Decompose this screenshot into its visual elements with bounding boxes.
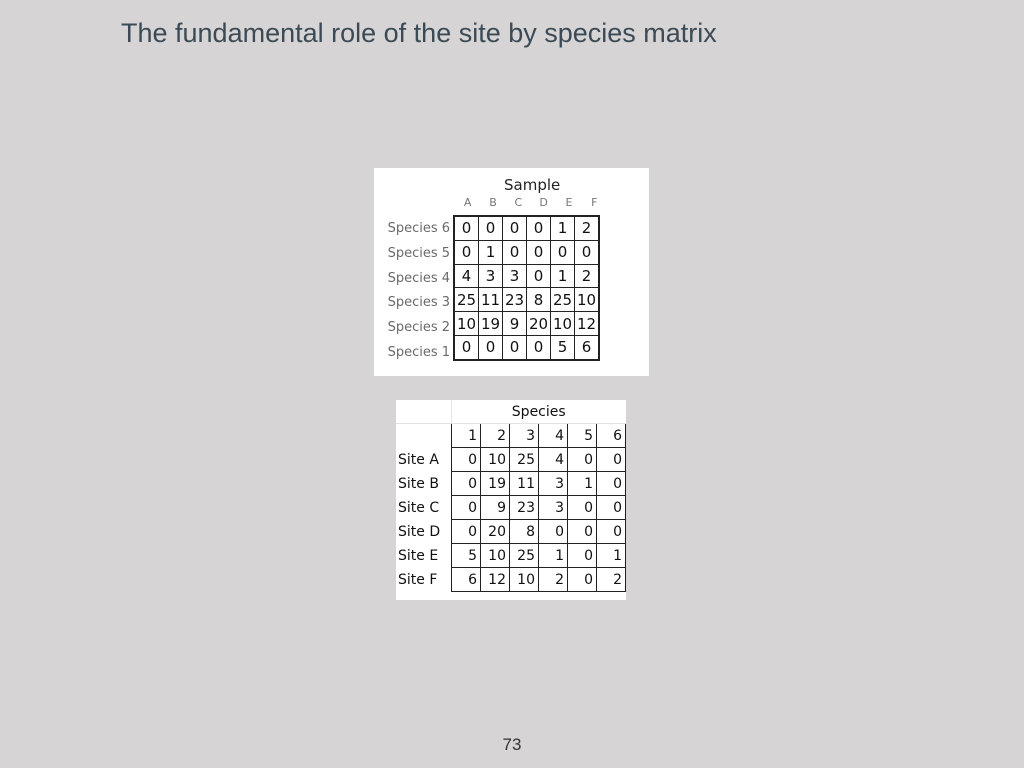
blank-row-label	[396, 424, 452, 448]
table-row	[396, 496, 626, 520]
page-number: 73	[502, 735, 522, 754]
site-row-label: Site A	[396, 448, 452, 472]
matrix-cell: 19	[479, 312, 503, 336]
matrix-cell: 10	[481, 544, 510, 568]
matrix-cell: 9	[503, 312, 527, 336]
sample-column-label: B	[489, 196, 497, 209]
table-row	[454, 264, 599, 288]
species-column-label: 5	[568, 424, 597, 448]
table-row	[454, 335, 599, 359]
matrix-cell: 25	[510, 544, 539, 568]
matrix-cell: 0	[503, 240, 527, 264]
matrix-cell: 0	[527, 264, 551, 288]
matrix-cell: 4	[539, 448, 568, 472]
species-row-label: Species 4	[387, 270, 450, 286]
matrix-cell: 0	[551, 240, 575, 264]
matrix-cell: 0	[597, 472, 626, 496]
matrix-cell: 10	[454, 312, 479, 336]
site-row-label: Site F	[396, 568, 452, 592]
matrix-cell: 2	[575, 216, 600, 240]
sample-matrix-row-labels	[376, 217, 450, 366]
matrix-cell: 23	[503, 288, 527, 312]
matrix-cell: 0	[452, 496, 481, 520]
matrix-cell: 2	[597, 568, 626, 592]
matrix-cell: 1	[597, 544, 626, 568]
table-row	[454, 288, 599, 312]
matrix-cell: 1	[479, 240, 503, 264]
sample-column-label: F	[591, 196, 598, 209]
table-header-row	[396, 400, 626, 424]
matrix-cell: 0	[568, 544, 597, 568]
matrix-cell: 3	[539, 496, 568, 520]
matrix-cell: 3	[479, 264, 503, 288]
species-row-label: Species 2	[387, 320, 450, 336]
matrix-cell: 6	[452, 568, 481, 592]
table-row	[454, 216, 599, 240]
sample-column-label: E	[565, 196, 573, 209]
matrix-cell: 11	[479, 288, 503, 312]
matrix-cell: 10	[575, 288, 600, 312]
matrix-cell: 3	[539, 472, 568, 496]
site-matrix-table	[396, 400, 626, 592]
table-row	[396, 448, 626, 472]
table-row	[454, 312, 599, 336]
species-row-label: Species 1	[387, 344, 450, 360]
matrix-cell: 9	[481, 496, 510, 520]
species-row-label: Species 5	[387, 245, 450, 261]
matrix-cell: 5	[551, 335, 575, 359]
matrix-cell: 25	[551, 288, 575, 312]
species-column-label: 3	[510, 424, 539, 448]
matrix-cell: 20	[527, 312, 551, 336]
matrix-cell: 0	[503, 335, 527, 359]
blank-corner-cell	[396, 400, 452, 424]
species-column-label: 4	[539, 424, 568, 448]
matrix-cell: 1	[539, 544, 568, 568]
matrix-cell: 0	[527, 240, 551, 264]
matrix-cell: 0	[597, 496, 626, 520]
matrix-cell: 0	[452, 472, 481, 496]
sample-column-label: C	[514, 196, 523, 209]
matrix-cell: 10	[481, 448, 510, 472]
table-row	[396, 472, 626, 496]
matrix-cell: 0	[454, 216, 479, 240]
matrix-cell: 0	[454, 240, 479, 264]
matrix-cell: 4	[454, 264, 479, 288]
matrix-cell: 0	[568, 496, 597, 520]
matrix-cell: 8	[510, 520, 539, 544]
matrix-cell: 0	[597, 520, 626, 544]
species-column-label: 1	[452, 424, 481, 448]
matrix-cell: 25	[510, 448, 539, 472]
matrix-cell: 10	[510, 568, 539, 592]
matrix-cell: 12	[575, 312, 600, 336]
matrix-cell: 3	[503, 264, 527, 288]
matrix-cell: 0	[568, 568, 597, 592]
matrix-cell: 11	[510, 472, 539, 496]
table-row	[396, 568, 626, 592]
matrix-cell: 0	[452, 448, 481, 472]
matrix-cell: 0	[454, 335, 479, 359]
matrix-cell: 25	[454, 288, 479, 312]
site-row-label: Site D	[396, 520, 452, 544]
matrix-cell: 1	[568, 472, 597, 496]
matrix-cell: 0	[479, 335, 503, 359]
sample-column-label: A	[463, 196, 472, 209]
species-row-label: Species 3	[387, 295, 450, 311]
matrix-cell: 1	[551, 264, 575, 288]
site-row-label: Site C	[396, 496, 452, 520]
sample-matrix-header: Sample	[504, 176, 561, 194]
table-row	[396, 544, 626, 568]
matrix-cell: 19	[481, 472, 510, 496]
matrix-cell: 0	[527, 335, 551, 359]
matrix-cell: 10	[551, 312, 575, 336]
species-column-label: 6	[597, 424, 626, 448]
matrix-cell: 2	[539, 568, 568, 592]
slide-title: The fundamental role of the site by species matrix	[121, 18, 717, 48]
matrix-cell: 2	[575, 264, 600, 288]
site-row-label: Site E	[396, 544, 452, 568]
site-row-label: Site B	[396, 472, 452, 496]
species-column-label: 2	[481, 424, 510, 448]
matrix-cell: 1	[551, 216, 575, 240]
sample-column-label: D	[539, 196, 548, 209]
matrix-cell: 0	[479, 216, 503, 240]
matrix-cell: 0	[575, 240, 600, 264]
matrix-cell: 0	[568, 520, 597, 544]
site-matrix-header: Species	[452, 400, 626, 424]
sample-matrix-table	[453, 215, 600, 361]
sample-matrix-column-labels	[455, 196, 607, 210]
matrix-cell: 5	[452, 544, 481, 568]
matrix-cell: 0	[568, 448, 597, 472]
matrix-cell: 0	[597, 448, 626, 472]
matrix-cell: 0	[539, 520, 568, 544]
matrix-cell: 0	[527, 216, 551, 240]
matrix-cell: 6	[575, 335, 600, 359]
species-row-label: Species 6	[387, 221, 450, 236]
matrix-cell: 23	[510, 496, 539, 520]
matrix-cell: 0	[452, 520, 481, 544]
matrix-cell: 8	[527, 288, 551, 312]
matrix-cell: 12	[481, 568, 510, 592]
matrix-cell: 20	[481, 520, 510, 544]
table-row	[454, 240, 599, 264]
table-row	[396, 424, 626, 448]
matrix-cell: 0	[503, 216, 527, 240]
table-row	[396, 520, 626, 544]
